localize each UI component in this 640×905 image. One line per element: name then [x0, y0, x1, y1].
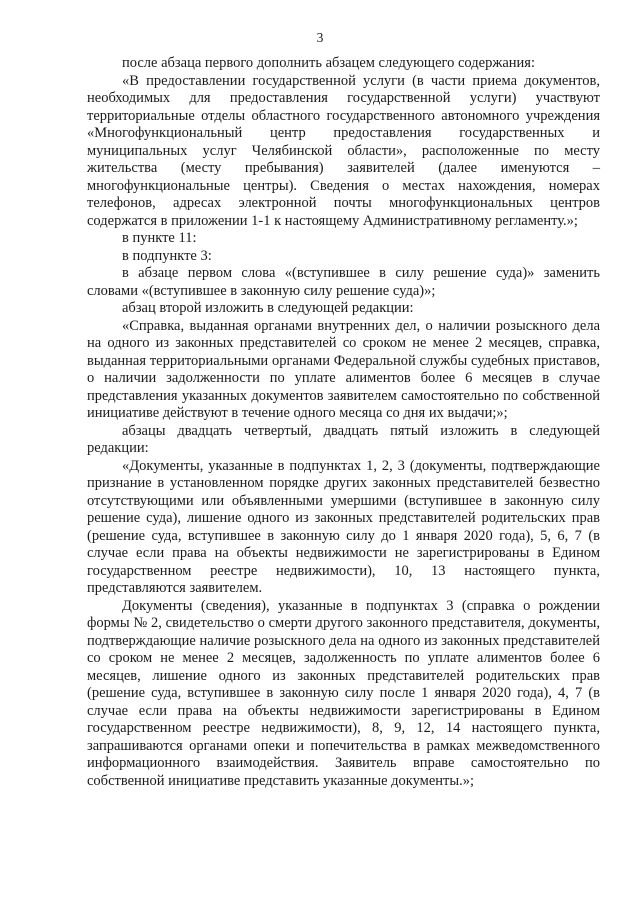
paragraph: после абзаца первого дополнить абзацем следующего содержания: — [122, 55, 535, 71]
paragraph: абзац второй изложить в следующей редакции: — [122, 300, 414, 316]
paragraph: Документы (сведения), указанные в подпунктах 3 (справка о рождении формы № 2, свидетельство о смерти другого законного представителя, документы, подтверждающие наличие розыскного дела на одного из законных представителей со сроком не менее 2 месяцев, задолженность по уплате алиментов более 6 месяцев, лишение одного из законных представителей родительских прав (решение суда, вступившее в законную силу после 1 января 2020 года), 4, 7 (в случае если права на объекты недвижимости зарегистрированы в Едином государственном реестре недвижимости), 8, 9, 12, 14 настоящего пункта, запрашиваются органами опеки и попечительства в рамках межведомственного информационного взаимодействия. Заявитель вправе самостоятельно по собственной инициативе представить указанные документы.»; — [87, 597, 600, 789]
paragraph: в абзаце первом слова «(вступившее в силу решение суда)» заменить словами «(вступившее в законную силу решение суда)»; — [87, 265, 600, 299]
paragraph: «Документы, указанные в подпунктах 1, 2, 3 (документы, подтверждающие признание в установленном порядке других законных представителей безвестно отсутствующими или объявленными умершими (вступившее в законную силу решение суда), лишение одного из законных представителей родительских прав (решение суда, вступившее в законную силу до 1 января 2020 года), 5, 6, 7 (в случае если права на объекты недвижимости не зарегистрированы в Едином государственном реестре недвижимости), 10, 13 настоящего пункта, представляются заявителем. — [87, 457, 600, 596]
paragraph: в пункте 11: — [122, 230, 197, 246]
page-number: 3 — [316, 30, 324, 45]
paragraph: в подпункте 3: — [122, 247, 212, 264]
paragraph: абзацы двадцать четвертый, двадцать пятый изложить в следующей редакции: — [87, 422, 600, 456]
paragraph: «В предоставлении государственной услуги (в части приема документов, необходимых для предоставления государственной услуги) участвуют территориальные отделы областного государственного автономного учреждения «Многофункциональный центр предоставления государственных и муниципальных услуг Челябинской области», расположенные по месту жительства (месту пребывания) заявителей (далее именуются – многофункциональные центры). Сведения о местах нахождения, номерах телефонов, адресах электронной почты многофункциональных центров содержатся в приложении 1-1 к настоящему Административному регламенту.»; — [87, 72, 600, 229]
body-text — [87, 55, 600, 790]
paragraph: «Справка, выданная органами внутренних дел, о наличии розыскного дела на одного из законных представителей со сроком не менее 2 месяцев, справка, выданная территориальными органами Федеральной службы судебных приставов, о наличии задолженности по уплате алиментов более 6 месяцев в случае представления указанных документов заявителем самостоятельно по собственной инициативе действуют в течение одного месяца со дня их выдачи;»; — [87, 317, 600, 421]
